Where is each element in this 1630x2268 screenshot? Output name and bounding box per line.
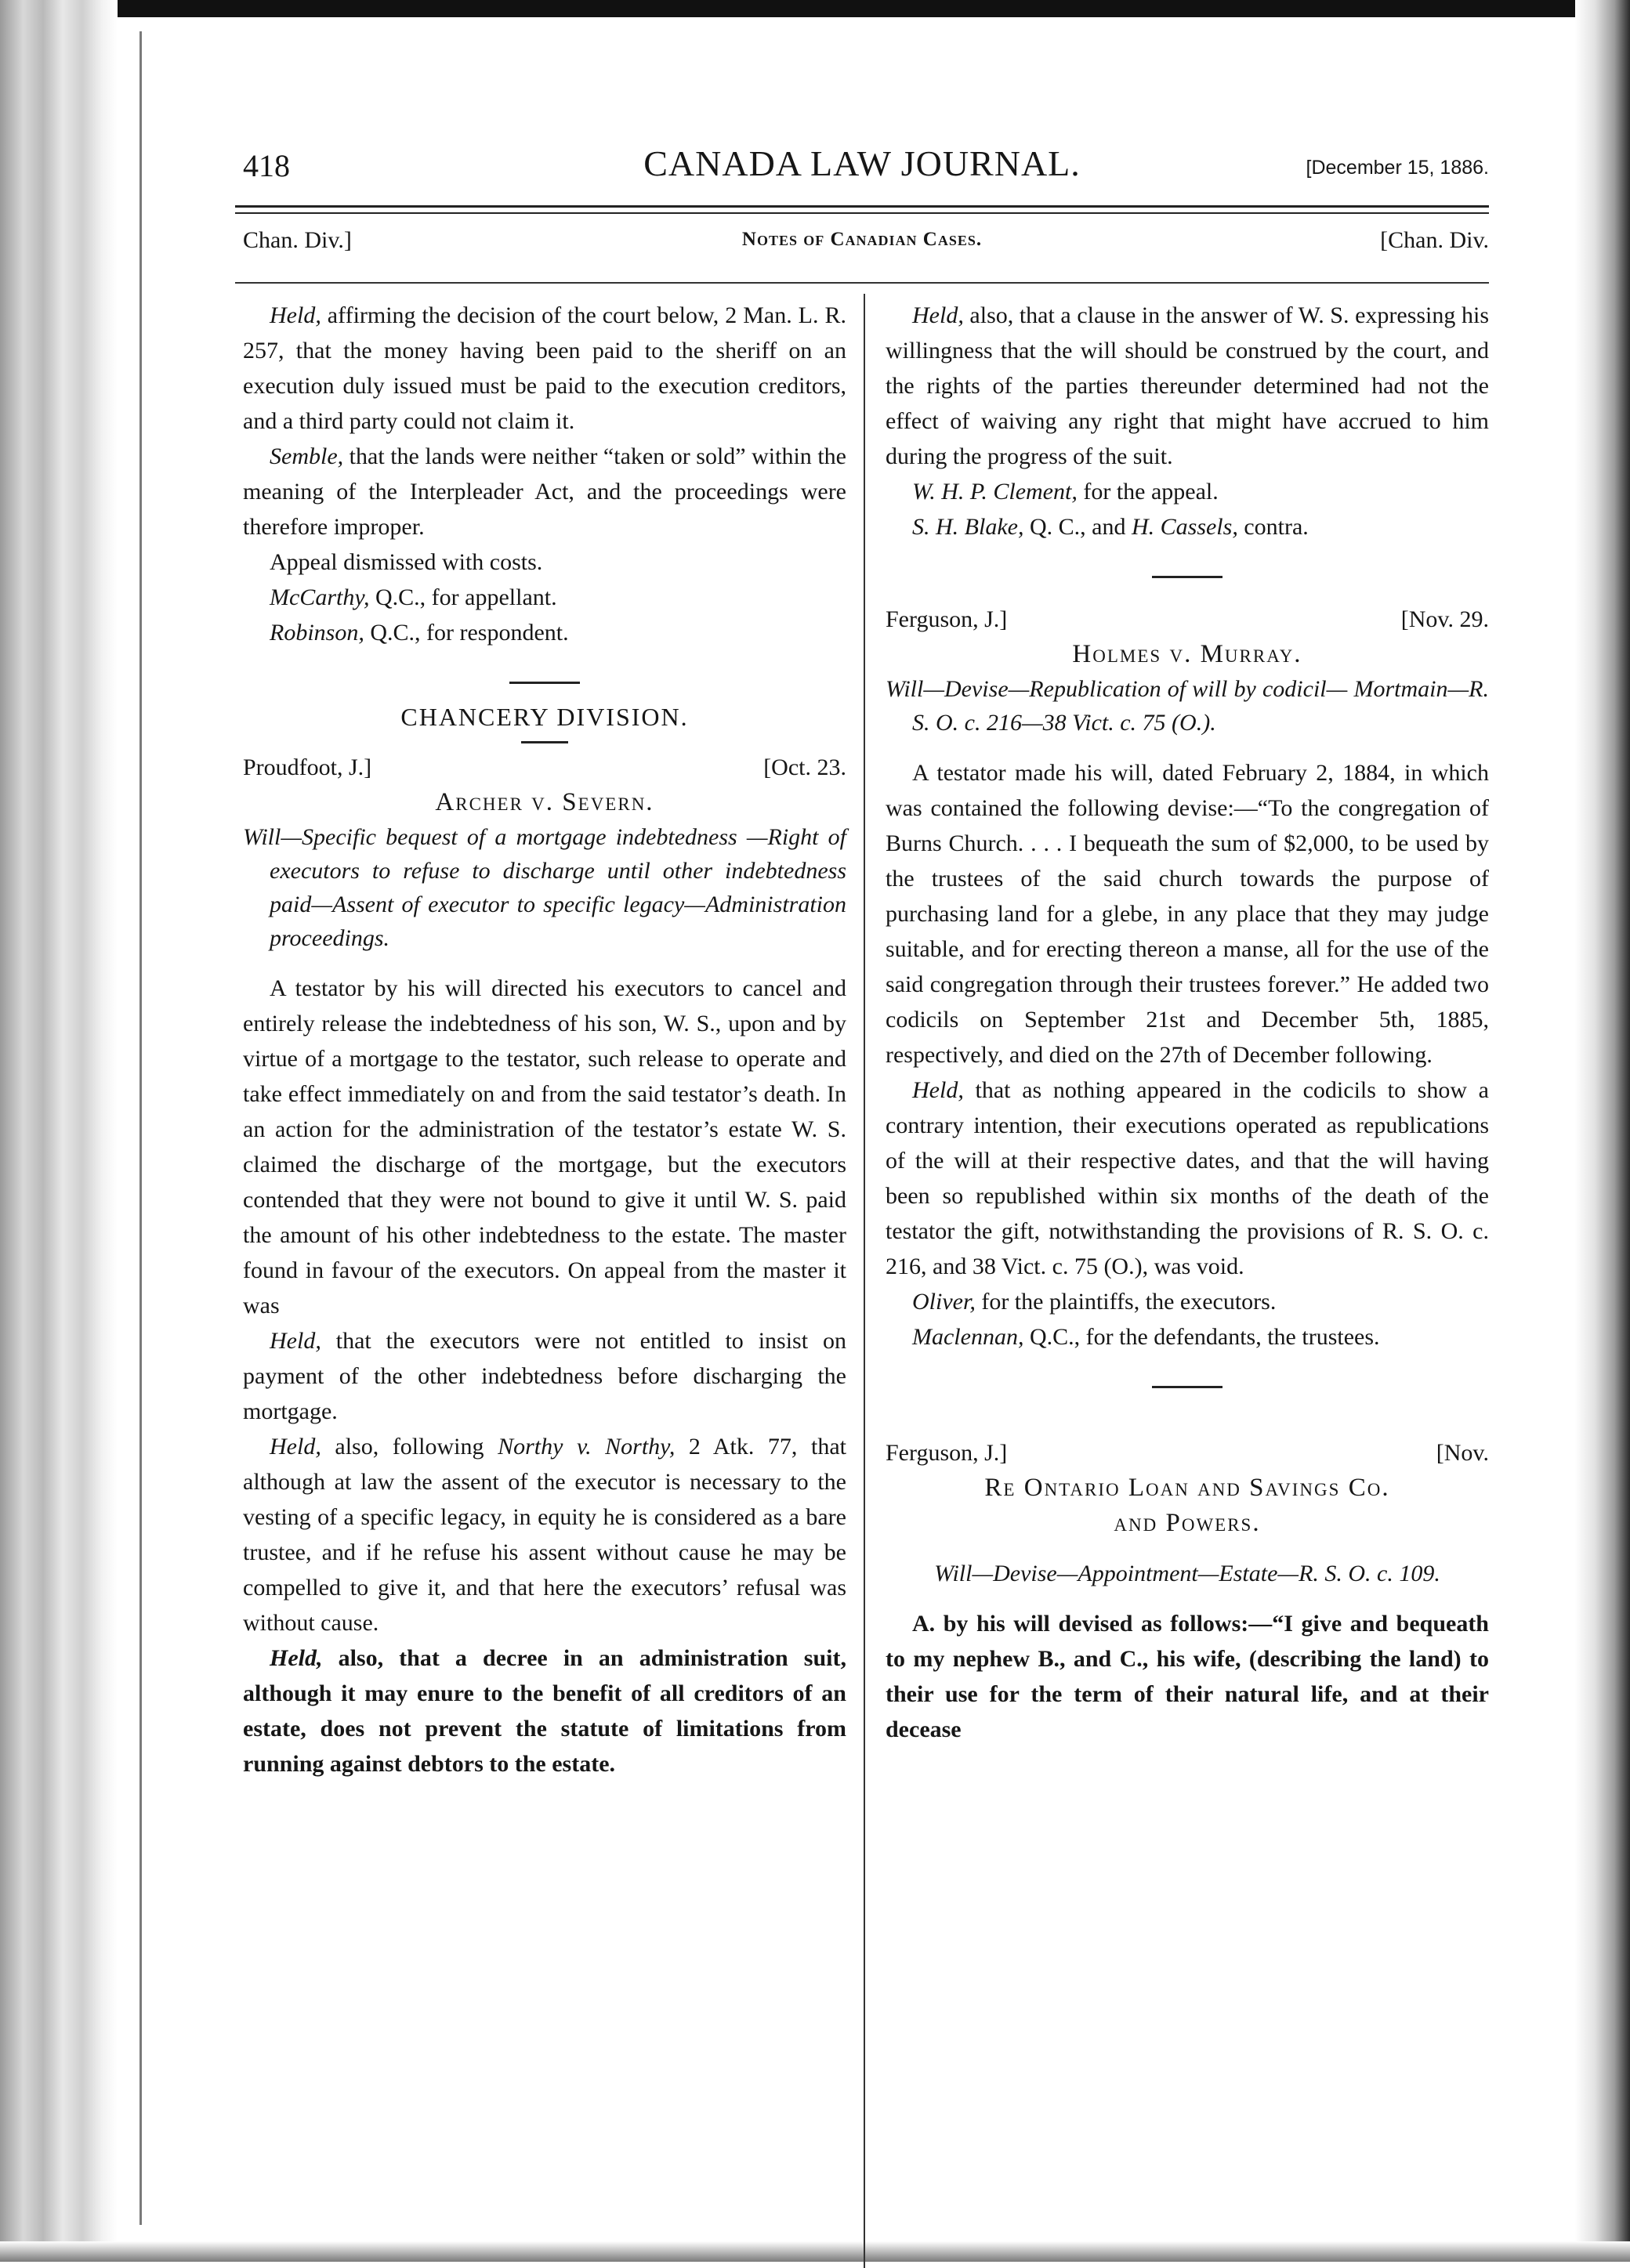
counsel-line: W. H. P. Clement, for the appeal. [912, 479, 1219, 505]
case-date: [Oct. 23. [763, 754, 846, 780]
separator-rule [1152, 576, 1222, 578]
page-number: 418 [243, 148, 290, 183]
paragraph: Held, that the executors were not entitled to insist on payment of the other indebtedness before discharging the mortgage. [243, 1328, 846, 1424]
judge-name: Proudfoot, J.] [243, 754, 372, 780]
paragraph: A testator made his will, dated February 2, 1884, in which was contained the following devise:—“To the congregation of Burns Church. . . . I bequeath the sum of $2,000, to be used by the trustees of the said church towards the purpose of purchasing land for a glebe, in any place that they may judge suitable, and for erecting thereon a manse, all for the use of the said congregation through their trustees forever.” He added two codicils on September 21st and December 5th, 1885, respectively, and died on the 27th of December following. [886, 760, 1489, 1068]
counsel-line: Robinson, Q.C., for respondent. [270, 620, 569, 646]
paragraph: Appeal dismissed with costs. [270, 549, 543, 575]
judge-name: Ferguson, J.] [886, 1440, 1008, 1466]
case-judge-line [886, 1435, 1489, 1470]
counsel-line: S. H. Blake, Q. C., and H. Cassels, contra. [912, 514, 1309, 540]
case-date: [Nov. 29. [1400, 606, 1489, 632]
counsel-line: Maclennan, Q.C., for the defendants, the trustees. [912, 1324, 1380, 1350]
case-title: Archer v. Severn. [435, 788, 654, 816]
paragraph: Held, affirming the decision of the court below, 2 Man. L. R. 257, that the money having been paid to the sheriff on an execution duly issued must be paid to the execution creditors, and a third party could not claim it. [243, 302, 846, 434]
paragraph: Semble, that the lands were neither “taken or sold” within the meaning of the Interpleader Act, and the proceedings were therefore improper. [243, 443, 846, 540]
section-rule [235, 282, 1489, 284]
counsel-line: Oliver, for the plaintiffs, the executors. [912, 1289, 1277, 1315]
case-date: [Nov. [1436, 1440, 1489, 1466]
paragraph: Held, also, following Northy v. Northy, 2 Atk. 77, that although at law the assent of the executor is necessary to the vesting of a specific legacy, in equity he is considered as a bare trustee, and if he refuse his assent without cause he may be compelled to give it, and that here the executors’ refusal was without cause. [243, 1434, 846, 1636]
separator-rule [509, 682, 580, 684]
header-rule [235, 205, 1489, 214]
scan-edge-right [1575, 0, 1630, 2262]
case-title: Holmes v. Murray. [1072, 640, 1302, 668]
paragraph: A testator by his will directed his executors to cancel and entirely release the indebtedness of his son, W. S., upon and by virtue of a mortgage to the testator, such release to operate and take effect immediately on and from the said testator’s death. In an action for the administration of the testator’s estate W. S. claimed the discharge of the mortgage, but the executors contended that they were not bound to give it until W. S. paid the amount of his other indebtedness to the estate. The master found in favour of the executors. On appeal from the master it was [243, 975, 846, 1318]
judge-name: Ferguson, J.] [886, 606, 1008, 632]
section-header-left: Chan. Div.] [243, 227, 352, 253]
case-judge-line [243, 750, 846, 785]
scan-binding-line [139, 31, 142, 2225]
case-title-continued: and Powers. [1114, 1509, 1261, 1537]
journal-title: CANADA LAW JOURNAL. [643, 143, 1081, 183]
paragraph: Held, also, that a decree in an administration suit, although it may enure to the benefit of all creditors of an estate, does not prevent the statute of limitations from running against debtors to the estate. [243, 1645, 846, 1777]
counsel-line: McCarthy, Q.C., for appellant. [270, 584, 557, 610]
case-headnote: Will—Specific bequest of a mortgage indebtedness —Right of executors to refuse to discharge until other indebtedness paid—Assent of executor to specific legacy—Administration proceedings. [243, 824, 846, 951]
scan-edge-bottom [0, 2241, 1630, 2262]
paragraph: Held, that as nothing appeared in the codicils to show a contrary intention, their executions operated as republications of the will at their respective dates, and that the will having been so republished within six months of the death of the testator the gift, notwithstanding the provisions of R. S. O. c. 216, and 38 Vict. c. 75 (O.), was void. [886, 1077, 1489, 1279]
case-headnote: Will—Devise—Appointment—Estate—R. S. O. c. 109. [934, 1561, 1440, 1586]
journal-page [235, 133, 1489, 1777]
scan-edge-top [0, 0, 1630, 17]
right-column [886, 298, 1489, 1747]
paragraph: Held, also, that a clause in the answer of W. S. expressing his willingness that the will should be construed by the court, and the rights of the parties thereunder determined had not the effect of waiving any right that might have accrued to him during the progress of the suit. [886, 302, 1489, 469]
section-header-right: [Chan. Div. [1380, 227, 1489, 253]
division-heading: CHANCERY DIVISION. [400, 703, 689, 731]
issue-date: [December 15, 1886. [1306, 157, 1489, 179]
paragraph: A. by his will devised as follows:—“I give and bequeath to my nephew B., and C., his wife, (describing the land) to their use for the term of their natural life, and at their decease [886, 1611, 1489, 1742]
left-column [243, 298, 846, 1781]
separator-rule [521, 741, 568, 743]
section-header [235, 227, 1489, 259]
case-headnote: Will—Devise—Republication of will by codicil— Mortmain—R. S. O. c. 216—38 Vict. c. 75 (O.). [886, 676, 1489, 736]
separator-rule [1152, 1386, 1222, 1388]
case-judge-line [886, 602, 1489, 637]
column-divider [864, 294, 865, 2268]
scan-binding-shadow [0, 0, 118, 2262]
running-head [235, 133, 1489, 183]
section-header-center: Notes of Canadian Cases. [741, 229, 983, 250]
case-title: Re Ontario Loan and Savings Co. [984, 1474, 1390, 1502]
